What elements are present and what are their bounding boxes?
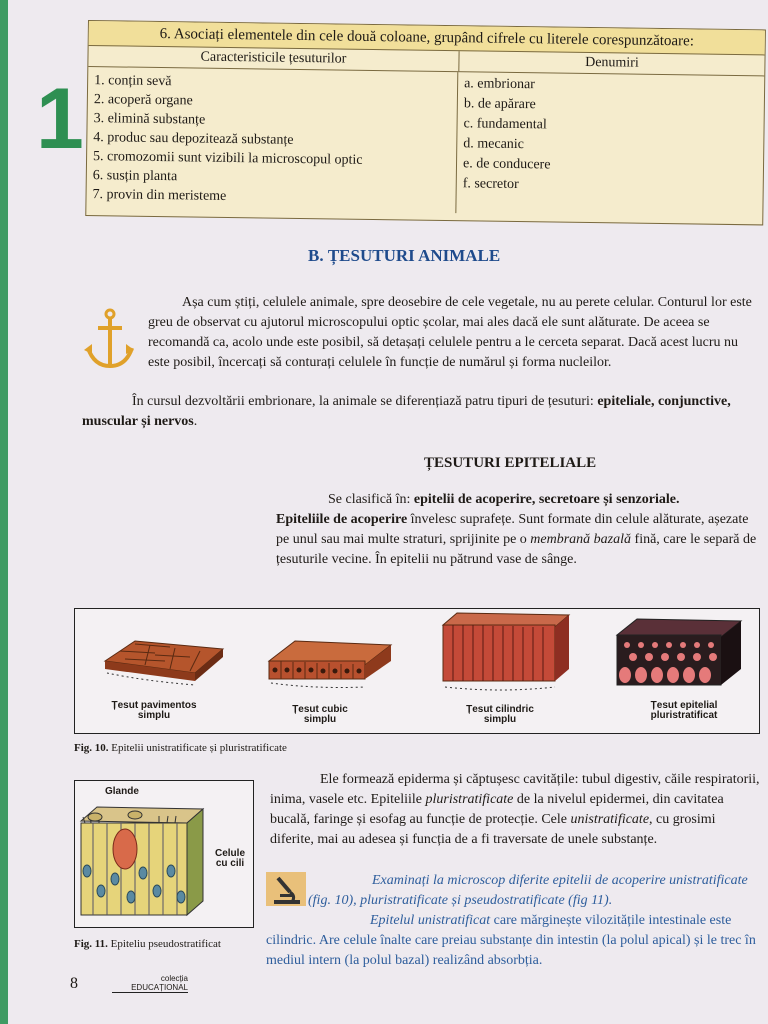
characteristic-item: 5. cromozomii sunt vizibili la microscopul optic: [92, 149, 363, 168]
anchor-icon: [84, 308, 134, 370]
squamous-tissue-illustration: [95, 631, 225, 691]
intestine-epithelium-paragraph: Epitelul unistratificat care mărginește vilozitățile intestinale este cilindric. Are celule înalte care preiau substanțe din intestin (la polul apical) și le trec în mediul intern (la polul bazal) realizând absorbția.: [266, 913, 756, 968]
microscope-icon: [266, 872, 306, 906]
epithelia-paragraph: Se clasifică în: epitelii de acoperire, secretoare și senzoriale. Epiteliile de acoperire învelesc suprafețe. Sunt formate din celule alăturate, așezate pe unul sau mai multe straturi, sprijinite pe o membrană bazală fină, care le separă de țesuturile vecine. În epitelii nu pătrund vase de sânge.: [276, 492, 757, 567]
exercise-title: 6. Asociați elementele din cele două coloane, grupând cifrele cu literele corespunzătoare:: [89, 21, 765, 55]
glands-label: Glande: [105, 786, 139, 797]
page-number: 8: [70, 975, 78, 992]
chapter-number: 1: [36, 71, 84, 167]
names-column: [456, 72, 764, 217]
stratified-label: Țesut epitelial pluristratificat: [650, 700, 718, 721]
characteristic-item: 6. susțin planta: [92, 168, 178, 185]
figure-10: [74, 608, 760, 734]
columnar-label: Țesut cilindric simplu: [466, 704, 534, 725]
figure-11-caption: Fig. 11. Epiteliu pseudostratificat: [74, 938, 221, 950]
ciliated-cells-label: Celule cu cili: [215, 848, 246, 869]
name-item: a. embrionar: [464, 76, 535, 93]
name-item: c. fundamental: [463, 116, 547, 133]
pseudostratified-illustration: [79, 801, 209, 921]
subsection-title: ȚESUTURI EPITELIALE: [424, 455, 597, 471]
name-item: f. secretor: [462, 176, 519, 193]
right-column-header: Denumiri: [585, 54, 639, 71]
name-item: e. de conducere: [462, 156, 551, 173]
figure-11: [74, 780, 254, 928]
left-column-header: Caracteristicile țesuturilor: [88, 46, 459, 71]
figure-10-caption: Fig. 10. Epitelii unistratificate și pluristratificate: [74, 742, 287, 754]
intro-paragraph: Așa cum știți, celulele animale, spre deosebire de cele vegetale, nu au perete celular. Conturul lor este greu de observat cu ajutorul microscopului optic școlar, mai ales dacă ele sunt alăturate. De aceea se recomandă ca, acolo unde este posibil, să detașați celulele pentru a le cerceta separat. Dacă acest lucru nu este posibil, încercați să conturați celulele în funcție de numărul și forma nucleilor.: [148, 295, 752, 370]
characteristic-item: 3. elimină substanțe: [93, 111, 206, 128]
collection-logo: colecția EDUCAȚIONAL: [112, 974, 188, 993]
characteristic-item: 1. conțin sevă: [94, 73, 172, 90]
lab-instruction: Examinați la microscop diferite epitelii de acoperire unistratificate (fig. 10), pluristratificate și pseudostratificate (fig 11).: [308, 873, 748, 908]
name-item: d. mecanic: [463, 136, 525, 153]
characteristics-column: [86, 67, 458, 213]
name-item: b. de apărare: [463, 96, 536, 113]
characteristic-item: 7. provin din meristeme: [92, 187, 227, 204]
exercise-table: [85, 20, 766, 225]
textbook-page: [8, 0, 768, 1024]
cuboidal-tissue-illustration: [265, 631, 395, 691]
characteristic-item: 4. produc sau depozitează substanțe: [93, 130, 294, 148]
squamous-label: Țesut pavimentos simplu: [111, 700, 197, 721]
epithelia-location-paragraph: Ele formează epiderma și căptușesc cavitățile: tubul digestiv, căile respiratorii, inima, vasele etc. Epiteliile pluristratificate de la nivelul epidermei, din cavitatea bucală, faringe și esofag au funcție de protecție. Cele unistratificate, cu grosimi diferite, mai au adesea și funcția de a fi traversate de unele substanțe.: [270, 772, 760, 847]
section-title: B. ȚESUTURI ANIMALE: [308, 246, 501, 265]
characteristic-item: 2. acoperă organe: [93, 92, 193, 109]
stratified-tissue-illustration: [615, 617, 745, 693]
columnar-tissue-illustration: [441, 611, 573, 693]
cuboidal-label: Țesut cubic simplu: [292, 704, 348, 725]
tissue-types-paragraph: În cursul dezvoltării embrionare, la animale se diferențiază patru tipuri de țesuturi: epiteliale, conjunctive, muscular și nervos.: [82, 394, 731, 429]
